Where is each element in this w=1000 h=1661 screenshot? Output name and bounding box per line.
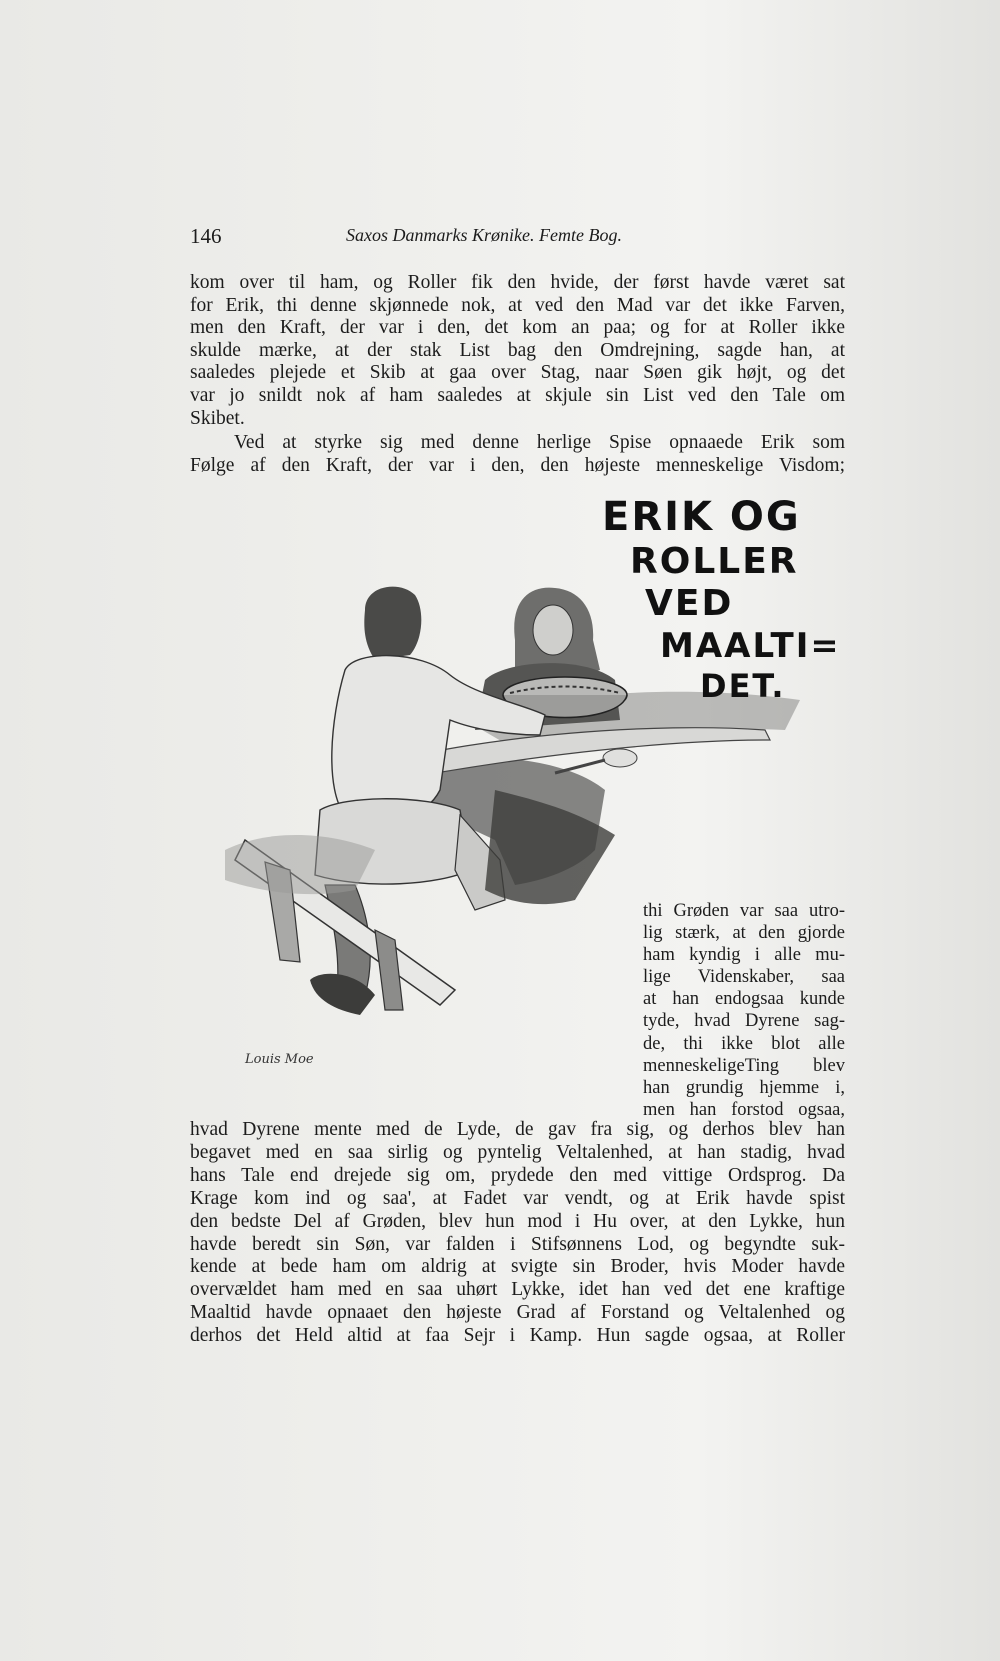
text-line: lig stærk, at den gjorde (643, 923, 845, 944)
page-header (190, 224, 845, 250)
text-line: havde beredt sin Søn, var falden i Stifsønnens Lod, og begyndte suk- (190, 1233, 845, 1255)
title-lettering-line-2: ROLLER (630, 541, 799, 582)
text-line: for Erik, thi denne skjønnede nok, at ved den Mad var det ikke Farven, (190, 294, 845, 316)
text-line: Ved at styrke sig med denne herlige Spise opnaaede Erik som (234, 432, 845, 453)
text-line: hans Tale end drejede sig om, prydede den med vittige Ordsprog. Da (190, 1164, 845, 1186)
wrapped-text-column (643, 900, 845, 1121)
text-line: men han forstod ogsaa, (643, 1099, 845, 1120)
text-line: Skibet. (190, 407, 245, 429)
text-line: saaledes plejede et Skib at gaa over Stag, naar Søen gik højt, og det (190, 362, 845, 384)
paragraph-2 (190, 432, 845, 477)
text-line: menneskeligeTing blev (643, 1055, 845, 1076)
title-lettering-line-3: VED (645, 583, 734, 624)
text-line: skulde mærke, at der stak List bag den Omdrejning, sagde han, at (190, 339, 845, 361)
text-line: kom over til ham, og Roller fik den hvide, der først havde været sat (190, 272, 845, 293)
text-line: derhos det Held altid at faa Sejr i Kamp. Hun sagde ogsaa, at Roller (190, 1325, 845, 1347)
text-line: kende at bede ham om aldrig at svigte sin Broder, hvis Moder havde (190, 1256, 845, 1278)
text-line: den bedste Del af Grøden, blev hun mod i Hu over, at den Lykke, hun (190, 1210, 845, 1232)
page-number: 146 (190, 224, 222, 248)
text-line: han grundig hjemme i, (643, 1077, 845, 1098)
text-line: ham kyndig i alle mu- (643, 945, 845, 966)
text-line: de, thi ikke blot alle (643, 1033, 845, 1054)
text-line: tyde, hvad Dyrene sag- (643, 1011, 845, 1032)
text-line: lige Videnskaber, saa (643, 967, 845, 988)
text-line: begavet med en saa sirlig og pyntelig Veltalenhed, at han stadig, hvad (190, 1141, 845, 1163)
title-lettering-line-5: DET. (700, 667, 786, 705)
text-line: at han endogsaa kunde (643, 989, 845, 1010)
text-line: thi Grøden var saa utro- (643, 901, 845, 921)
text-line: Følge af den Kraft, der var i den, den højeste menneskelige Visdom; (190, 454, 845, 476)
text-line: Krage kom ind og saa', at Fadet var vendt, og at Erik havde spist (190, 1187, 845, 1209)
running-title: Saxos Danmarks Krønike. Femte Bog. (346, 225, 622, 245)
illustration-title-lettering (600, 490, 835, 705)
text-line: overvældet ham med en saa uhørt Lykke, idet han ved det ene kraftige (190, 1279, 845, 1301)
text-line: men den Kraft, der var i den, det kom an paa; og for at Roller ikke (190, 317, 845, 339)
title-lettering-line-1: ERIK OG (602, 494, 801, 540)
text-line: Maaltid havde opnaaet den højeste Grad af Forstand og Veltalenhed og (190, 1302, 845, 1324)
paragraph-1 (190, 272, 845, 430)
title-lettering-line-4: MAALTI= (660, 626, 835, 666)
text-line: hvad Dyrene mente med de Lyde, de gav fra sig, og derhos blev han (190, 1119, 845, 1140)
paragraph-3 (190, 1119, 845, 1348)
artist-signature: Louis Moe (245, 1052, 314, 1067)
text-line: var jo snildt nok af ham saaledes at skjule sin List ved den Tale om (190, 384, 845, 406)
